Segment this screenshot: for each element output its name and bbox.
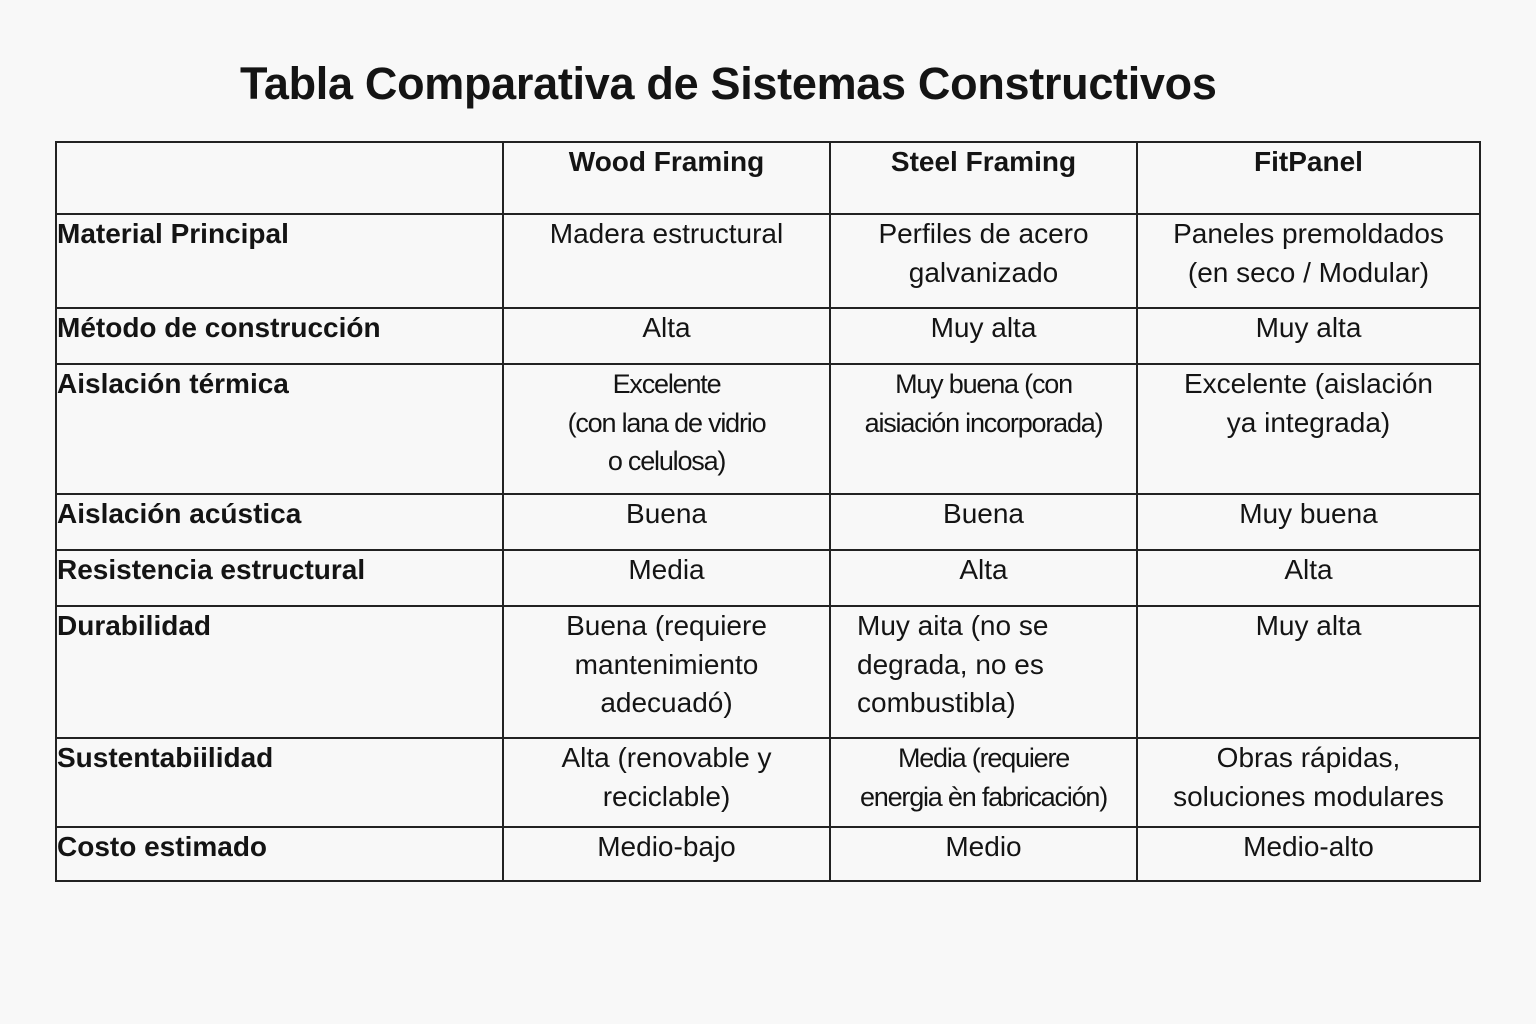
table-cell: Alta [830, 550, 1137, 606]
table-cell: Muy alta [830, 308, 1137, 364]
table-cell: Excelente (aislación ya integrada) [1137, 364, 1480, 494]
table-row [56, 308, 1480, 364]
row-label: Aislación acústica [56, 494, 503, 550]
row-label: Durabilidad [56, 606, 503, 738]
row-label: Resistencia estructural [56, 550, 503, 606]
table-cell: Muy buena (con aisiación incorporada) [830, 364, 1137, 494]
page-title: Tabla Comparativa de Sistemas Constructivos [240, 58, 1217, 109]
table-cell: Paneles premoldados (en seco / Modular) [1137, 214, 1480, 308]
column-header-wood-framing: Wood Framing [503, 142, 830, 214]
table-cell: Medio [830, 827, 1137, 881]
table-row [56, 494, 1480, 550]
table-cell: Media [503, 550, 830, 606]
table-cell: Medio-bajo [503, 827, 830, 881]
table-cell: Buena [503, 494, 830, 550]
row-label: Sustentabiilidad [56, 738, 503, 827]
table-cell: Muy aita (no se degrada, no es combustibla) [830, 606, 1137, 738]
row-label: Aislación térmica [56, 364, 503, 494]
table-row [56, 550, 1480, 606]
row-label: Material Principal [56, 214, 503, 308]
column-header-fitpanel: FitPanel [1137, 142, 1480, 214]
table-cell: Alta [503, 308, 830, 364]
table-cell: Medio-alto [1137, 827, 1480, 881]
table-cell: Obras rápidas, soluciones modulares [1137, 738, 1480, 827]
table-cell: Madera estructural [503, 214, 830, 308]
table-cell: Muy alta [1137, 606, 1480, 738]
table-cell: Alta (renovable y reciclable) [503, 738, 830, 827]
table-row [56, 827, 1480, 881]
table-cell: Alta [1137, 550, 1480, 606]
column-header-steel-framing: Steel Framing [830, 142, 1137, 214]
row-label: Costo estimado [56, 827, 503, 881]
table-header-row [56, 142, 1480, 214]
table-row [56, 606, 1480, 738]
table-cell: Buena [830, 494, 1137, 550]
table-cell: Buena (requiere mantenimiento adecuadó) [503, 606, 830, 738]
table-cell: Perfiles de acero galvanizado [830, 214, 1137, 308]
table-cell: Media (requiere energia èn fabricación) [830, 738, 1137, 827]
table-row [56, 364, 1480, 494]
table-cell: Muy alta [1137, 308, 1480, 364]
header-empty-cell [56, 142, 503, 214]
table-cell: Excelente (con lana de vidrio o celulosa) [503, 364, 830, 494]
table-cell: Muy buena [1137, 494, 1480, 550]
comparison-table [55, 141, 1481, 882]
table-row [56, 214, 1480, 308]
table-row [56, 738, 1480, 827]
row-label: Método de construcción [56, 308, 503, 364]
